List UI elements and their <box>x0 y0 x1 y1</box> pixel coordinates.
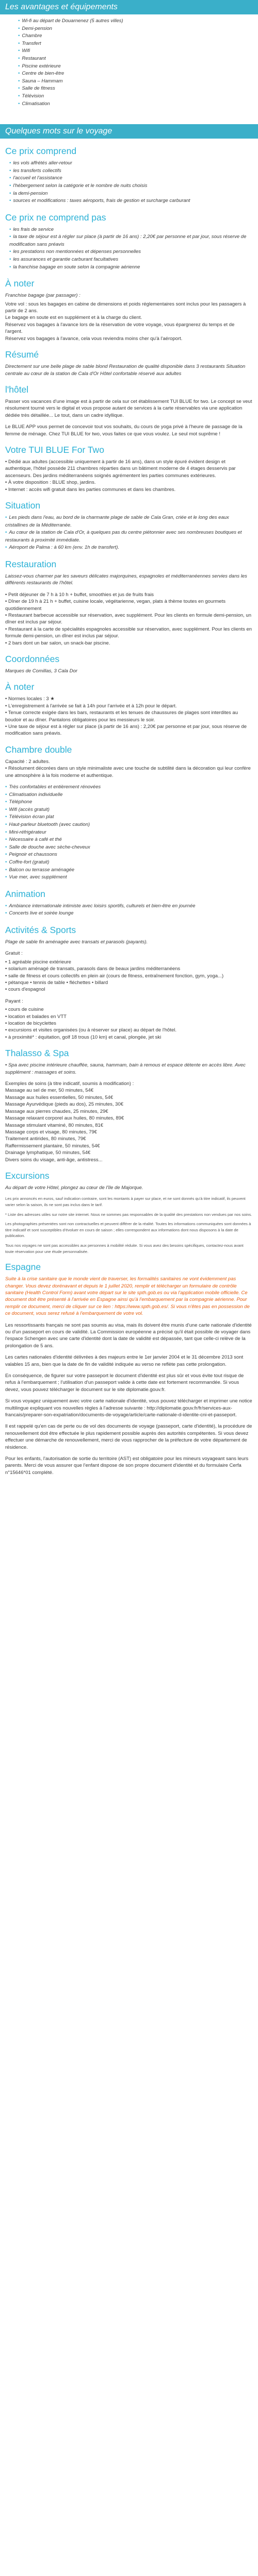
tui-body: • Dédié aux adultes (accessible uniquement à partir de 16 ans), dans un style épuré évident design et authentique, l'hôtel possède 211 chambres réparties dans un bâtiment moderne de 4 étages desservis par ascenseurs. Des jardins méditerranéens soignés agrémentent les parties communes extérieures. • À votre disposition : BLUE shop, jardins. • Internet : accès wifi gratuit dans les parties communes et dans les chambres. <box>5 459 236 493</box>
restauration-body: • Petit déjeuner de 7 h à 10 h + buffet, smoothies et jus de fruits frais • Dîner de 19 h à 21 h + buffet, cuisine locale, végétarienne, vegan, plats à thème toutes en gourmets quotidiennement • Restaurant barbecue accessible sur réservation, avec supplément. Pour les clients en formule demi-pension, un dîner est inclus par séjour. • Restaurant à la carte de spécialités espagnoles accessible sur réservation, avec supplément. Pour les clients en formule demi-pension, un dîner est inclus par séjour. • 2 bars dont un bar salon, un snack-bar piscine. <box>5 591 252 646</box>
espagne-body-4: Si vous voyagez uniquement avec votre carte nationale d'identité, vous pouvez télécharger et imprimer une notice multilingue expliquant vos nouvelles règles à l'adresse suivante : http://diplomatie.gouv.fr/fr/services-aux-francais/preparer-son-expatriation/documents-de-voyage/article/carte-nationale-d-identite-cni-et-passeport. <box>5 1398 252 1418</box>
chambre-feature-item: • Vue mer, avec supplément <box>5 874 253 882</box>
excursions-note-2: * Liste des adresses utiles sur notre site internet. Nous ne sommes pas responsables de la qualité des prestations non vendues par nos soins. <box>5 1212 252 1217</box>
espagne-body-5: Il est rappelé qu'en cas de perte ou de vol des documents de voyage (passeport, carte d'identité), la procédure de renouvellement doit être effectuée le plus rapidement possible auprès des autorités compétentes. Si vous devez effectuer une démarche de renouvellement, merci de vous rapprocher de la préfecture de votre département de résidence. <box>5 1423 252 1450</box>
amenity-item: • Wi-fi au départ de Douarnenez (5 autres villes) <box>18 18 253 25</box>
chambre-feature-item: • Salle de douche avec sèche-cheveux <box>5 844 253 852</box>
chambre-feature-item: • Climatisation individuelle <box>5 791 253 799</box>
prix-non-item: • la taxe de séjour est à régler sur place (à partir de 16 ans) : 2,20€ par personne et par jour, sous réserve de modification sans préavis <box>9 233 253 248</box>
heading-a-noter-2: À noter <box>5 682 35 692</box>
chambre-feature-item: • Coffre-fort (gratuit) <box>5 859 253 867</box>
activites-paid-label: Payant : <box>5 998 23 1004</box>
heading-hotel: l'hôtel <box>5 384 29 395</box>
heading-coordonnees: Coordonnées <box>5 654 60 664</box>
heading-thalasso: Thalasso & Spa <box>5 1048 69 1059</box>
activites-free-label: Gratuit : <box>5 951 23 957</box>
animation-list <box>5 903 253 918</box>
amenity-item: • Chambre <box>18 32 253 40</box>
heading-animation: Animation <box>5 888 45 899</box>
chambre-feature-item: • Haut-parleur bluetooth (avec caution) <box>5 821 253 829</box>
prix-compris-item: • l'accueil et l'assistance <box>9 175 253 182</box>
amenity-item: • Wifi <box>18 47 253 55</box>
heading-espagne: Espagne <box>5 1262 41 1273</box>
prix-compris-item: • la demi-pension <box>9 190 253 198</box>
activites-paid-body: • cours de cuisine • location et balades en VTT • location de bicyclettes • excursions et visites organisées (ou à réserver sur place) au départ de l'hôtel. • à proximité* : équitation, golf 18 trous (10 km) et canal, plongée, jet ski <box>5 1007 176 1040</box>
excursions-note-3: Les photographies présentées sont non contractuelles et peuvent différer de la réalité. Toutes les informations communiquées sont données à titre indicatif et sont susceptibles d'évoluer en cours de saison ; elles correspondent aux informations dont nous disposons à la date de publication. <box>5 1222 251 1239</box>
heading-chambre: Chambre double <box>5 744 72 755</box>
heading-situation: Situation <box>5 500 41 511</box>
amenity-item: • Transfert <box>18 40 253 48</box>
activites-free-body: • 1 agréable piscine extérieure • solarium aménagé de transats, parasols dans de beaux jardins méditerranéens • salle de fitness et cours collectifs en plein air (cours de fitness, entraînement fonction, gym, yoga...) • pétanque • tennis de table • fléchettes • billard • cours d'espagnol <box>5 959 224 993</box>
excursions-note-4: Tous nos voyages ne sont pas accessibles aux personnes à mobilité réduite. Si vous avez des besoins spécifiques, contactez-nous avant toute réservation pour une étude personnalisée. <box>5 1243 244 1254</box>
hotel-body-2: Le BLUE APP vous permet de concevoir tout vos souhaits, du cours de yoga privé à l'heure de passage de la femme de ménage. Chez TUI BLUE for two, vous faites ce que vous voulez. Le seul mot suprême ! <box>5 424 243 437</box>
thalasso-lead: • Spa avec piscine intérieure chauffée, sauna, hammam, bain à remous et espace détente en accès libre. Avec supplément : massages et soins. <box>5 1062 246 1075</box>
main-content <box>0 146 258 1476</box>
prix-non-list <box>5 226 253 272</box>
chambre-feature-item: • Peignoir et chaussons <box>5 851 253 859</box>
heading-activites: Activités & Sports <box>5 924 76 935</box>
amenities-band: Les avantages et équipements <box>0 0 258 14</box>
prix-non-item: • les prestations non mentionnées et dépenses personnelles <box>9 248 253 256</box>
info-band: Quelques mots sur le voyage <box>0 124 258 139</box>
coordonnees-body: Marques de Comillas, 3 Cala Dor <box>5 668 77 674</box>
animation-item: • Ambiance internationale intimiste avec loisirs sportifs, culturels et bien-être en journée <box>5 903 253 910</box>
chambre-feature-item: • Télévision écran plat <box>5 814 253 821</box>
amenity-item: • Salle de fitness <box>18 85 253 93</box>
prix-compris-item: • l'hébergement selon la catégorie et le nombre de nuits choisis <box>9 182 253 190</box>
a-noter-2-body: • Normes locales : 3 ★ • L'enregistrement à l'arrivée se fait à 14h pour l'arrivée et à 12h pour le départ. • Tenue correcte exigée dans les bars, restaurants et les tenues de chaussures de plages sont interdites au boudoir et au dîner. Pantalons obligatoires pour les messieurs le soir. • Une taxe de séjour est à régler sur place (à partir de 16 ans) : 2,20€ par personne et par jour, sous réserve de modification sans préavis. <box>5 696 247 737</box>
espagne-health-notice: Suite à la crise sanitaire que le monde vient de traverser, les formalités sanitaires ne vont évidemment pas changer. Vous devez dorénavant et depuis le 1 juillet 2020, remplir et télécharger un formulaire de contrôle sanitaire (Health Control Form) avant votre départ sur le site spth.gob.es ou via l'application mobile officielle. Ce document doit être présenté à l'arrivée en Espagne ainsi qu'à l'embarquement par la compagnie aérienne. Pour remplir ce document, merci de cliquer sur ce lien : https://www.spth.gob.es/. Si vous n'êtes pas en possession de ce document, vous serez refusé à l'embarquement de votre vol. <box>5 1276 250 1317</box>
espagne-body-3: En conséquence, de figurer sur votre passeport le document d'identité est plus sûr et vous évite tout risque de refus à l'embarquement ; l'utilisation d'un passeport valide à cette date est fortement recommandée. Si vous devez, vous pouvez télécharger le document sur le site diplomatie.gouv.fr. <box>5 1372 244 1393</box>
prix-non-item: • les frais de service <box>9 226 253 234</box>
prix-compris-item: • les vols affrétés aller-retour <box>9 160 253 167</box>
amenity-item: • Climatisation <box>18 100 253 108</box>
situation-item: • Les pieds dans l'eau, au bord de la charmante plage de sable de Cala Gran, criée et le long des eaux cristallines de la Méditerranée. <box>5 514 253 529</box>
chambre-lead: Capacité : 2 adultes. • Résolument décorées dans un style minimaliste avec une touche de subtilité dans la décoration qui leur confère une atmosphère à la fois moderne et authentique. <box>5 758 251 778</box>
amenities-list <box>5 18 253 108</box>
heading-excursions: Excursions <box>5 1170 50 1181</box>
excursions-lead: Au départ de votre Hôtel, plongez au cœur de l'île de Majorque. <box>5 1184 143 1191</box>
situation-list <box>5 514 253 552</box>
prix-compris-item: • sources et modifications : taxes aéroports, frais de gestion et surcharge carburant <box>9 197 253 205</box>
a-noter-body: Votre vol : sous les bagages en cabine de dimensions et poids réglementaires sont inclus pour les passagers à partir de 2 ans. Le bagage en soute est en supplément et à la charge du client. Réservez vos bagages à l'avance lors de la réservation de votre voyage, vous épargnerez du temps et de l'argent. Réservez vos bagages à l'avance, cela vous reviendra moins cher qu'à l'aéroport. <box>5 301 246 342</box>
restauration-lead: Laissez-vous charmer par les saveurs délicates majorquines, espagnoles et méditerranéennes servies dans les différents restaurants de l'hôtel. <box>5 573 247 586</box>
heading-a-noter: À noter <box>5 278 35 289</box>
heading-tui: Votre TUI BLUE For Two <box>5 444 104 455</box>
excursions-note-1: Les prix annoncés en euros, sauf indication contraire, sont les montants à payer sur place, et ne sont donnés qu'à titre indicatif, ils peuvent varier selon la saison, ils ne sont pas inclus dans le tarif. <box>5 1196 246 1207</box>
amenity-item: • Piscine extérieure <box>18 63 253 71</box>
prix-non-item: • les assurances et garantie carburant facultatives <box>9 256 253 264</box>
chambre-list <box>5 784 253 882</box>
heading-prix-compris: Ce prix comprend <box>5 146 77 157</box>
prix-compris-list <box>5 160 253 205</box>
animation-item: • Concerts live et soirée lounge <box>5 910 253 918</box>
a-noter-lead: Franchise bagage (par passager) : <box>5 293 80 299</box>
situation-item: • Au cœur de la station de Cala d'Or, à quelques pas du centre piétonnier avec ses nombreuses boutiques et restaurants à proximité immédiate. <box>5 529 253 544</box>
resume-body: Directement sur une belle plage de sable blond Restauration de qualité disponible dans 3 restaurants Situation centrale au cœur de la station de Cala d'Or Hôtel confortable réservé aux adultes <box>5 364 246 377</box>
hotel-body-1: Passer vos vacances d'une image est à partir de cela sur cet établissement TUI BLUE for two. Le concept se veut résolument tourné vers le digital et vous propose autant de services à la carte réservables via une application dédiée très détaillée... Le tout, dans un cadre idyllique. <box>5 398 252 418</box>
situation-item: • Aéroport de Palma : à 60 km (env. 1h de transfert). <box>5 544 253 552</box>
prix-compris-item: • les transferts collectifs <box>9 167 253 175</box>
amenity-item: • Sauna – Hammam <box>18 78 253 86</box>
espagne-body-2: Les cartes nationales d'identité délivrées à des majeurs entre le 1er janvier 2004 et le 31 décembre 2013 sont valables 15 ans, bien que la date de fin de validité indiquée au verso ne reflète pas cette prolongation. <box>5 1354 244 1367</box>
amenity-item: • Télévision <box>18 93 253 100</box>
chambre-feature-item: • Mini-réfrigérateur <box>5 829 253 837</box>
heading-prix-non: Ce prix ne comprend pas <box>5 212 106 223</box>
espagne-body-6: Pour les enfants, l'autorisation de sortie du territoire (AST) est obligatoire pour les mineurs voyageant sans leurs parents. Merci de vous assurer que l'enfant dispose de son propre document d'identité et du formulaire Cerfa n°15646*01 complété. <box>5 1456 249 1476</box>
amenity-item: • Demi-pension <box>18 25 253 33</box>
chambre-feature-item: • Balcon ou terrasse aménagée <box>5 867 253 874</box>
activites-lead: Plage de sable fin aménagée avec transats et parasols (payants). <box>5 939 148 945</box>
amenity-item: • Restaurant <box>18 55 253 63</box>
heading-restauration: Restauration <box>5 558 57 569</box>
prix-non-item: • la franchise bagage en soute selon la compagnie aérienne <box>9 264 253 272</box>
chambre-feature-item: • Très confortables et entièrement rénovées <box>5 784 253 791</box>
chambre-feature-item: • Téléphone <box>5 799 253 806</box>
thalasso-body: Exemples de soins (à titre indicatif, soumis à modification) : Massage au sel de mer, 50 minutes, 54€ Massage aux huiles essentielles, 50 minutes, 54€ Massage Ayurvédique (pieds au dos), 25 minutes, 30€ Massage aux pierres chaudes, 25 minutes, 29€ Massage relaxant corporel aux huiles, 80 minutes, 89€ Massage stimulant vitaminé, 80 minutes, 81€ Massage corps et visage, 80 minutes, 79€ Traitement antirides, 80 minutes, 79€ Raffermissement plantaire, 50 minutes, 54€ Drainage lymphatique, 50 minutes, 54€ Divers soins du visage, anti-âge, antistress... <box>5 1081 134 1163</box>
espagne-body-1: Les ressortissants français ne sont pas soumis au visa, mais ils doivent être munis d'une carte nationale d'identité ou d'un passeport en cours de validité. La Commission européenne a précisé qu'il était possible de voyager dans l'espace Schengen avec une carte d'identité dont la date de validité est dépassée, tant que celle-ci relève de la prolongation de 5 ans. <box>5 1322 252 1349</box>
heading-resume: Résumé <box>5 349 39 360</box>
chambre-feature-item: • Nécessaire à café et thé <box>5 836 253 844</box>
chambre-feature-item: • Wifi (accès gratuit) <box>5 806 253 814</box>
amenity-item: • Centre de bien-être <box>18 70 253 78</box>
